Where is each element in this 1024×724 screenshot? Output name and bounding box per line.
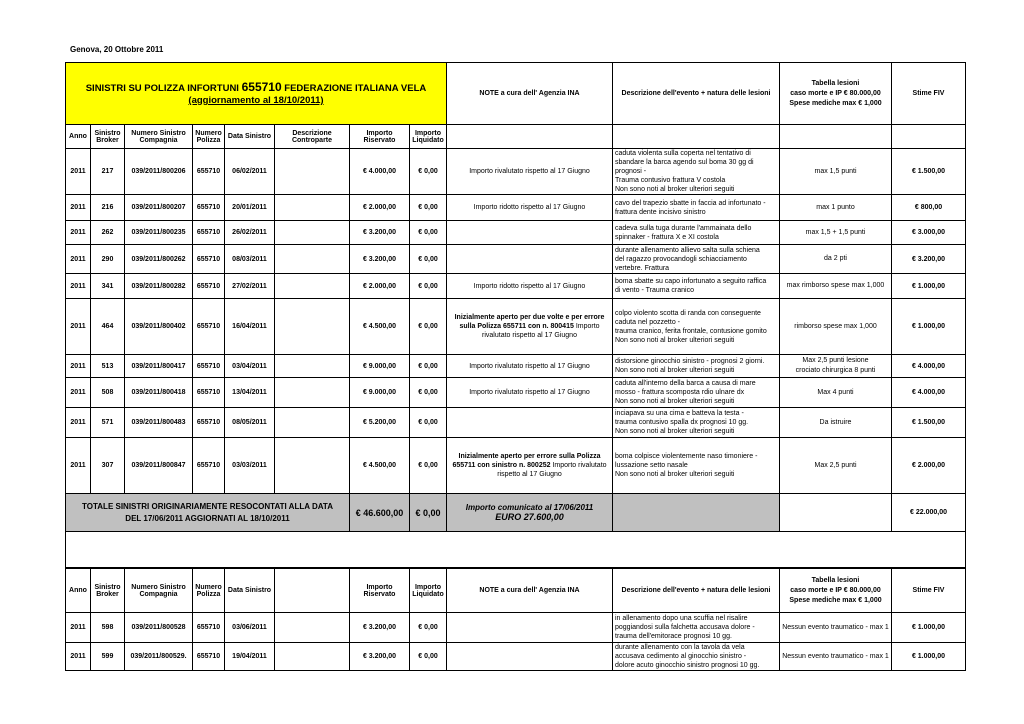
cell-broker: 262 (91, 221, 125, 245)
cell-note (447, 408, 613, 438)
empty-cell (780, 494, 892, 532)
header-anno: Anno (66, 569, 91, 613)
header-notes: NOTE a cura dell' Agenzia INA (447, 63, 613, 125)
cell-tabella: Da istruire (780, 408, 892, 438)
column-header-row-2 (66, 569, 966, 613)
header-importo-liquidato: Importo Liquidato (410, 125, 447, 149)
table-row (66, 274, 966, 299)
table-row (66, 299, 966, 355)
cell-anno: 2011 (66, 221, 91, 245)
totals-riservato: € 46.600,00 (350, 494, 410, 532)
cell-controparte (275, 274, 350, 299)
empty-cell (275, 569, 350, 613)
cell-broker: 216 (91, 195, 125, 221)
cell-broker: 513 (91, 355, 125, 378)
cell-liquidato: € 0,00 (410, 355, 447, 378)
cell-riservato: € 4.500,00 (350, 299, 410, 355)
cell-description: in allenamento dopo una scuffia nel risalire poggiandosi sulla falchetta accusava dolore - trauma dell'emitorace prognosi 10 gg. (613, 613, 780, 643)
cell-anno: 2011 (66, 643, 91, 671)
cell-anno: 2011 (66, 378, 91, 408)
cell-riservato: € 4.000,00 (350, 149, 410, 195)
note-text: Importo ridotto rispetto al 17 Giugno (473, 282, 586, 290)
cell-polizza: 655710 (193, 299, 225, 355)
cell-note (447, 245, 613, 274)
cell-anno: 2011 (66, 299, 91, 355)
note-text: Importo rivalutato rispetto al 17 Giugno (469, 168, 590, 175)
table-row (66, 408, 966, 438)
cell-stima: € 4.000,00 (892, 355, 966, 378)
cell-controparte (275, 245, 350, 274)
cell-anno: 2011 (66, 355, 91, 378)
cell-polizza: 655710 (193, 438, 225, 494)
cell-liquidato: € 0,00 (410, 149, 447, 195)
cell-note (447, 378, 613, 408)
header-numero-sinistro: Numero Sinistro Compagnia (125, 569, 193, 613)
cell-polizza: 655710 (193, 613, 225, 643)
header-numero-polizza: Numero Polizza (193, 125, 225, 149)
cell-tabella: rimborso spese max 1,000 (780, 299, 892, 355)
totals-label: TOTALE SINISTRI ORIGINARIAMENTE RESOCONTATI ALLA DATA DEL 17/06/2011 AGGIORNATI AL 18/10/2011 (66, 494, 350, 532)
cell-data: 27/02/2011 (225, 274, 275, 299)
empty-cell (892, 125, 966, 149)
cell-stima: € 2.000,00 (892, 438, 966, 494)
table-row (66, 195, 966, 221)
cell-stima: € 1.000,00 (892, 274, 966, 299)
header-tabella: Tabella lesioni caso morte e IP € 80.000,00 Spese mediche max € 1,000 (780, 569, 892, 613)
title-subtitle: (aggiornamento al 18/10/2011) (188, 95, 324, 106)
cell-tabella: max 1,5 punti (780, 149, 892, 195)
cell-controparte (275, 195, 350, 221)
cell-stima: € 4.000,00 (892, 378, 966, 408)
cell-data: 16/04/2011 (225, 299, 275, 355)
cell-anno: 2011 (66, 245, 91, 274)
cell-description: colpo violento scotta di randa con conseguente caduta nel pozzetto - trauma cranico, ferita frontale, contusione gomito Non sono noti al broker ulteriori seguiti (613, 299, 780, 355)
cell-riservato: € 3.200,00 (350, 221, 410, 245)
cell-polizza: 655710 (193, 378, 225, 408)
cell-tabella: max rimborso spese max 1,000 (780, 274, 892, 299)
cell-broker: 290 (91, 245, 125, 274)
table-row (66, 245, 966, 274)
cell-numero-sinistro: 039/2011/800483 (125, 408, 193, 438)
note-text: Importo rivalutato rispetto al 17 Giugno (497, 462, 607, 478)
header-importo-liquidato: Importo Liquidato (410, 569, 447, 613)
cell-riservato: € 3.200,00 (350, 613, 410, 643)
cell-note (447, 299, 613, 355)
cell-polizza: 655710 (193, 149, 225, 195)
cell-stima: € 3.000,00 (892, 221, 966, 245)
cell-broker: 571 (91, 408, 125, 438)
note-text: Importo rivalutato rispetto al 17 Giugno (469, 389, 590, 396)
cell-anno: 2011 (66, 613, 91, 643)
cell-note (447, 195, 613, 221)
title-text-federation: FEDERAZIONE ITALIANA VELA (281, 83, 427, 94)
cell-riservato: € 9.000,00 (350, 378, 410, 408)
empty-cell (613, 125, 780, 149)
cell-anno: 2011 (66, 149, 91, 195)
cell-stima: € 1.500,00 (892, 149, 966, 195)
cell-data: 26/02/2011 (225, 221, 275, 245)
note-text: Importo ridotto rispetto al 17 Giugno (473, 204, 586, 211)
cell-polizza: 655710 (193, 274, 225, 299)
cell-description: distorsione ginocchio sinistro - prognosi 2 giorni. Non sono noti al broker ulteriori seguiti (613, 355, 780, 378)
cell-controparte (275, 221, 350, 245)
header-stime: Stime FIV (892, 569, 966, 613)
header-data-sinistro: Data Sinistro (225, 125, 275, 149)
cell-controparte (275, 643, 350, 671)
totals-note-line1: Importo comunicato al 17/06/2011 (465, 503, 594, 512)
totals-note-line2: EURO 27.600,00 (495, 512, 564, 522)
header-data-sinistro: Data Sinistro (225, 569, 275, 613)
cell-polizza: 655710 (193, 245, 225, 274)
cell-description: durante allenamento allievo salta sulla schiena del ragazzo provocandogli schiacciamento vertebre. Frattura (613, 245, 780, 274)
cell-broker: 464 (91, 299, 125, 355)
cell-data: 06/02/2011 (225, 149, 275, 195)
table-row (66, 378, 966, 408)
cell-polizza: 655710 (193, 195, 225, 221)
note-text: Importo rivalutato rispetto al 17 Giugno (482, 323, 600, 339)
table-row (66, 613, 966, 643)
totals-stima: € 22.000,00 (892, 494, 966, 532)
cell-controparte (275, 378, 350, 408)
document-date: Genova, 20 Ottobre 2011 (70, 45, 164, 54)
header-controparte: Descrizione Controparte (275, 125, 350, 149)
title-policy-number: 655710 (241, 80, 282, 94)
cell-stima: € 1.000,00 (892, 299, 966, 355)
table-row (66, 643, 966, 671)
header-description: Descrizione dell'evento + natura delle lesioni (613, 63, 780, 125)
header-stime: Stime FIV (892, 63, 966, 125)
cell-liquidato: € 0,00 (410, 378, 447, 408)
header-numero-polizza: Numero Polizza (193, 569, 225, 613)
header-numero-sinistro: Numero Sinistro Compagnia (125, 125, 193, 149)
cell-description: inciapava su una cima e batteva la testa - trauma contusivo spalla dx prognosi 10 gg. Non sono noti al broker ulteriori seguiti (613, 408, 780, 438)
cell-numero-sinistro: 039/2011/800402 (125, 299, 193, 355)
cell-description: caduta violenta sulla coperta nel tentativo di sbandare la barca agendo sul boma 30 gg di prognosi - Trauma contusivo frattura V costola Non sono noti al broker ulteriori seguiti (613, 149, 780, 195)
cell-liquidato: € 0,00 (410, 245, 447, 274)
cell-tabella: da 2 pti (780, 245, 892, 274)
empty-cell (447, 125, 613, 149)
cell-liquidato: € 0,00 (410, 299, 447, 355)
cell-numero-sinistro: 039/2011/800235 (125, 221, 193, 245)
cell-data: 03/03/2011 (225, 438, 275, 494)
cell-description: boma sbatte su capo infortunato a seguito raffica di vento - Trauma cranico (613, 274, 780, 299)
cell-liquidato: € 0,00 (410, 274, 447, 299)
table-title (66, 63, 447, 125)
column-header-row (66, 125, 966, 149)
header-importo-riservato: Importo Riservato (350, 125, 410, 149)
table-row (66, 149, 966, 195)
empty-cell (613, 494, 780, 532)
new-claims-rows (66, 613, 966, 671)
cell-data: 03/04/2011 (225, 355, 275, 378)
cell-anno: 2011 (66, 408, 91, 438)
cell-controparte (275, 438, 350, 494)
cell-numero-sinistro: 039/2011/800206 (125, 149, 193, 195)
header-sinistro-broker: Sinistro Broker (91, 569, 125, 613)
cell-liquidato: € 0,00 (410, 643, 447, 671)
cell-numero-sinistro: 039/2011/800417 (125, 355, 193, 378)
cell-note (447, 221, 613, 245)
cell-controparte (275, 613, 350, 643)
note-bold-text: Inizialmente aperto per errore sulla Polizza 655711 con sinistro n. 800252 (452, 453, 601, 469)
cell-numero-sinistro: 039/2011/800262 (125, 245, 193, 274)
claims-rows (66, 149, 966, 494)
cell-polizza: 655710 (193, 355, 225, 378)
header-importo-riservato: Importo Riservato (350, 569, 410, 613)
cell-description: cadeva sulla tuga durante l'ammainata dello spinnaker - frattura X e XI costola (613, 221, 780, 245)
totals-liquidato: € 0,00 (410, 494, 447, 532)
cell-riservato: € 2.000,00 (350, 274, 410, 299)
cell-data: 19/04/2011 (225, 643, 275, 671)
cell-description: boma colpisce violentemente naso timoniere - lussazione setto nasale Non sono noti al broker ulteriori seguiti (613, 438, 780, 494)
cell-data: 08/05/2011 (225, 408, 275, 438)
cell-note (447, 613, 613, 643)
cell-controparte (275, 299, 350, 355)
table-row (66, 355, 966, 378)
cell-controparte (275, 408, 350, 438)
cell-description: caduta all'interno della barca a causa di mare mosso - frattura scomposta rdio ulnare dx Non sono noti al broker ulteriori seguiti (613, 378, 780, 408)
cell-riservato: € 3.200,00 (350, 245, 410, 274)
cell-numero-sinistro: 039/2011/800529. (125, 643, 193, 671)
cell-polizza: 655710 (193, 221, 225, 245)
cell-data: 13/04/2011 (225, 378, 275, 408)
title-row (66, 63, 966, 125)
cell-anno: 2011 (66, 274, 91, 299)
cell-note (447, 643, 613, 671)
cell-liquidato: € 0,00 (410, 195, 447, 221)
cell-riservato: € 2.000,00 (350, 195, 410, 221)
cell-polizza: 655710 (193, 408, 225, 438)
note-text: Importo rivalutato rispetto al 17 Giugno (469, 362, 590, 370)
cell-riservato: € 3.200,00 (350, 643, 410, 671)
header-sinistro-broker: Sinistro Broker (91, 125, 125, 149)
cell-riservato: € 9.000,00 (350, 355, 410, 378)
cell-numero-sinistro: 039/2011/800207 (125, 195, 193, 221)
cell-data: 20/01/2011 (225, 195, 275, 221)
new-claims-table (65, 568, 966, 671)
cell-note (447, 438, 613, 494)
cell-stima: € 3.200,00 (892, 245, 966, 274)
cell-data: 03/06/2011 (225, 613, 275, 643)
totals-note (447, 494, 613, 532)
cell-riservato: € 5.200,00 (350, 408, 410, 438)
spacer-row (66, 532, 966, 568)
cell-broker: 599 (91, 643, 125, 671)
cell-description: durante allenamento con la tavola da vela accusava cedimento al ginocchio sinistro - dolore acuto ginocchio sinistro prognosi 10 gg. (613, 643, 780, 671)
header-anno: Anno (66, 125, 91, 149)
note-bold-text: Inizialmente aperto per due volte e per errore sulla Polizza 655711 con n. 800415 (454, 314, 605, 330)
cell-broker: 598 (91, 613, 125, 643)
cell-broker: 341 (91, 274, 125, 299)
cell-liquidato: € 0,00 (410, 221, 447, 245)
empty-cell (780, 125, 892, 149)
cell-numero-sinistro: 039/2011/800282 (125, 274, 193, 299)
cell-note (447, 355, 613, 378)
spacer-cell (66, 532, 966, 568)
cell-controparte (275, 149, 350, 195)
cell-polizza: 655710 (193, 643, 225, 671)
cell-tabella: max 1,5 + 1,5 punti (780, 221, 892, 245)
cell-broker: 307 (91, 438, 125, 494)
cell-numero-sinistro: 039/2011/800418 (125, 378, 193, 408)
cell-numero-sinistro: 039/2011/800528 (125, 613, 193, 643)
cell-controparte (275, 355, 350, 378)
cell-tabella: max 1 punto (780, 195, 892, 221)
cell-numero-sinistro: 039/2011/800847 (125, 438, 193, 494)
cell-tabella: Nessun evento traumatico - max 1 (780, 643, 892, 671)
cell-anno: 2011 (66, 195, 91, 221)
cell-liquidato: € 0,00 (410, 613, 447, 643)
cell-tabella: Max 4 punti (780, 378, 892, 408)
cell-liquidato: € 0,00 (410, 438, 447, 494)
cell-broker: 217 (91, 149, 125, 195)
cell-liquidato: € 0,00 (410, 408, 447, 438)
cell-data: 08/03/2011 (225, 245, 275, 274)
cell-broker: 508 (91, 378, 125, 408)
cell-anno: 2011 (66, 438, 91, 494)
title-text: SINISTRI SU POLIZZA INFORTUNI (85, 83, 242, 94)
cell-tabella: Max 2,5 punti (780, 438, 892, 494)
table-row (66, 221, 966, 245)
cell-tabella: Max 2,5 punti lesione crociato chirurgica 8 punti (780, 355, 892, 378)
cell-description: cavo del trapezio sbatte in faccia ad infortunato - frattura dente incisivo sinistro (613, 195, 780, 221)
table-row (66, 438, 966, 494)
header-notes: NOTE a cura dell' Agenzia INA (447, 569, 613, 613)
cell-stima: € 1.000,00 (892, 613, 966, 643)
claims-table (65, 62, 966, 568)
header-tabella: Tabella lesioni caso morte e IP € 80.000,00 Spese mediche max € 1,000 (780, 63, 892, 125)
cell-note (447, 149, 613, 195)
totals-row (66, 494, 966, 532)
cell-stima: € 1.000,00 (892, 643, 966, 671)
cell-riservato: € 4.500,00 (350, 438, 410, 494)
cell-stima: € 800,00 (892, 195, 966, 221)
header-description: Descrizione dell'evento + natura delle lesioni (613, 569, 780, 613)
cell-stima: € 1.500,00 (892, 408, 966, 438)
cell-note (447, 274, 613, 299)
cell-tabella: Nessun evento traumatico - max 1 (780, 613, 892, 643)
